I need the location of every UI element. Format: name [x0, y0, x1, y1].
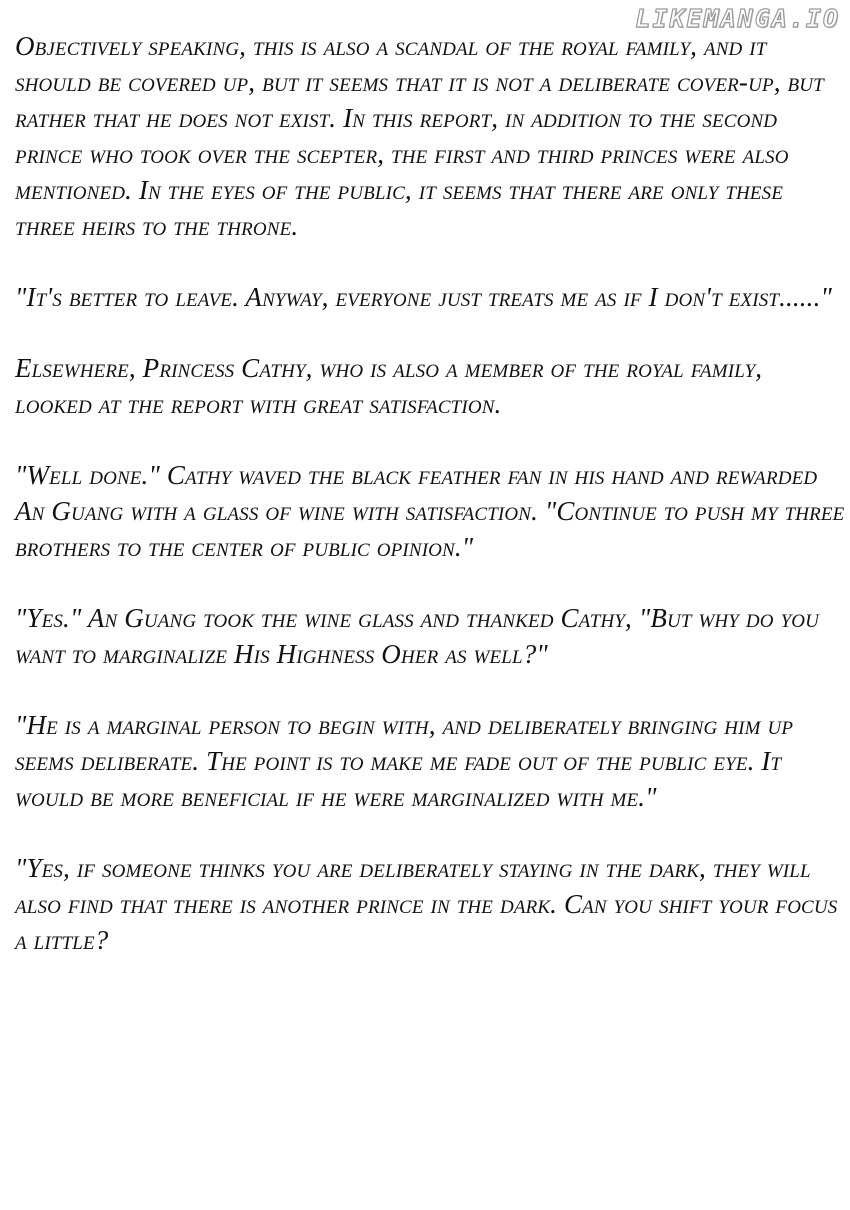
- paragraph-7: "Yes, if someone thinks you are deliberately staying in the dark, they will also find that there is another prince in the dark. Can you shift your focus a little?: [15, 853, 838, 955]
- paragraph-6: "He is a marginal person to begin with, and deliberately bringing him up seems deliberate. The point is to make me fade out of the public eye. It would be more beneficial if he were marginalized with me.": [15, 710, 794, 812]
- story-text: [15, 28, 845, 993]
- paragraph-4: "Well done." Cathy waved the black feather fan in his hand and rewarded An Guang with a glass of wine with satisfaction. "Continue to push my three brothers to the center of public opinion.": [15, 460, 845, 562]
- paragraph-2: "It's better to leave. Anyway, everyone just treats me as if I don't exist......": [15, 282, 832, 312]
- site-watermark: LIKEMANGA.IO: [635, 4, 840, 33]
- paragraph-3: Elsewhere, Princess Cathy, who is also a member of the royal family, looked at the report with great satisfaction.: [15, 353, 763, 419]
- paragraph-1: Objectively speaking, this is also a scandal of the royal family, and it should be covered up, but it seems that it is not a deliberate cover-up, but rather that he does not exist. In this report, in addition to the second prince who took over the scepter, the first and third princes were also mentioned. In the eyes of the public, it seems that there are only these three heirs to the throne.: [15, 31, 824, 241]
- paragraph-5: "Yes." An Guang took the wine glass and thanked Cathy, "But why do you want to marginalize His Highness Oher as well?": [15, 603, 820, 669]
